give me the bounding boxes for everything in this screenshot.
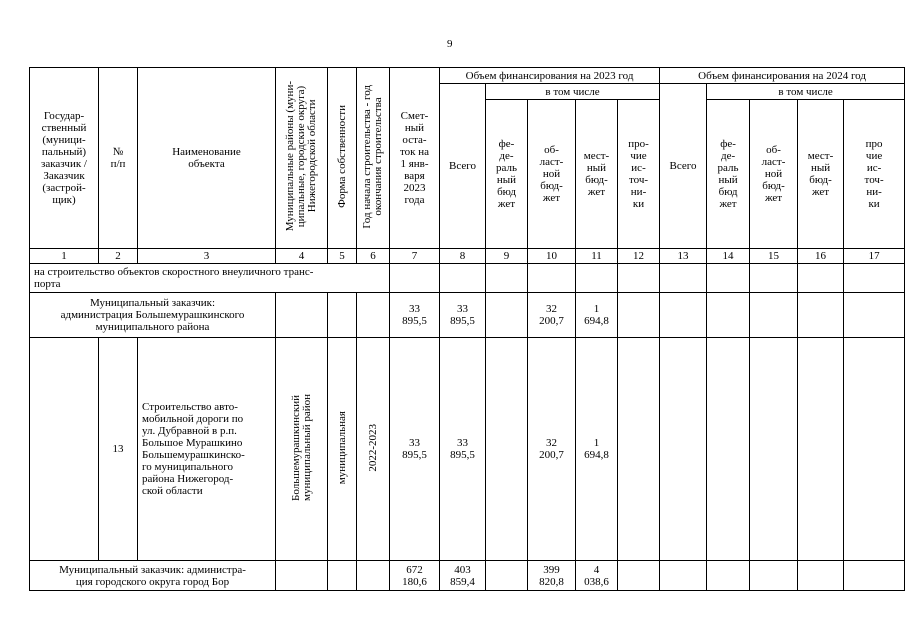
header-estimate: Смет- ный оста- ток на 1 янв- варя 2023 года — [390, 68, 440, 249]
col-number: 4 — [276, 249, 328, 264]
col-number: 14 — [707, 249, 750, 264]
col-number: 17 — [844, 249, 905, 264]
col-number: 6 — [357, 249, 390, 264]
customer-label: Муниципальный заказчик: администра- ция городского округа город Бор — [30, 561, 276, 591]
column-numbers-row — [30, 249, 905, 264]
header-years: Год начала строительства - год окончания строительства — [357, 68, 390, 249]
header-row-1 — [30, 68, 905, 84]
header-ownership: Форма собственности — [328, 68, 357, 249]
header-federal-2023: фе- де- раль ный бюд жет — [486, 100, 528, 249]
object-years: 2022-2023 — [357, 338, 390, 561]
header-local-2024: мест- ный бюд- жет — [798, 100, 844, 249]
local-2023-value: 1 694,8 — [576, 293, 618, 338]
local-2023-value: 4 038,6 — [576, 561, 618, 591]
local-2023-value: 1 694,8 — [576, 338, 618, 561]
object-row — [30, 338, 905, 561]
object-name: Строительство авто- мобильной дороги по ул. Дубравной в р.п. Большое Мурашкино Большемурашкинско- го муниципального района Нижегород- ской области — [138, 338, 276, 561]
col-number: 9 — [486, 249, 528, 264]
col-number: 3 — [138, 249, 276, 264]
col-number: 15 — [750, 249, 798, 264]
col-number: 2 — [99, 249, 138, 264]
header-total-2023: Всего — [440, 84, 486, 249]
header-other-2023: про- чие ис- точ- ни- ки — [618, 100, 660, 249]
estimate-value: 33 895,5 — [390, 293, 440, 338]
object-ownership: муниципальная — [328, 338, 357, 561]
header-other-2024: про чие ис- точ- ни- ки — [844, 100, 905, 249]
estimate-value: 33 895,5 — [390, 338, 440, 561]
customer-label: Муниципальный заказчик: администрация Большемурашкинского муниципального района — [30, 293, 276, 338]
header-object-name: Наименование объекта — [138, 68, 276, 249]
section-title: на строительство объектов скоростного внеуличного транс- порта — [30, 264, 390, 293]
object-number: 13 — [99, 338, 138, 561]
header-districts: Муниципальные районы (муни- ципальные, городские округа) Нижегородской области — [276, 68, 328, 249]
customer-row — [30, 561, 905, 591]
header-number: № п/п — [99, 68, 138, 249]
estimate-value: 672 180,6 — [390, 561, 440, 591]
col-number: 11 — [576, 249, 618, 264]
header-including-2023: в том числе — [486, 84, 660, 100]
header-regional-2023: об- ласт- ной бюд- жет — [528, 100, 576, 249]
regional-2023-value: 32 200,7 — [528, 293, 576, 338]
section-title-row — [30, 264, 905, 293]
header-including-2024: в том числе — [707, 84, 905, 100]
financing-table — [29, 67, 905, 591]
regional-2023-value: 399 820,8 — [528, 561, 576, 591]
header-customer: Государ- ственный (муници- пальный) заказчик / Заказчик (застрой- щик) — [30, 68, 99, 249]
col-number: 8 — [440, 249, 486, 264]
col-number: 7 — [390, 249, 440, 264]
header-total-2024: Всего — [660, 84, 707, 249]
customer-row — [30, 293, 905, 338]
header-financing-2023: Объем финансирования на 2023 год — [440, 68, 660, 84]
header-regional-2024: об- ласт- ной бюд- жет — [750, 100, 798, 249]
col-number: 13 — [660, 249, 707, 264]
page-number: 9 — [447, 38, 453, 50]
col-number: 16 — [798, 249, 844, 264]
header-financing-2024: Объем финансирования на 2024 год — [660, 68, 905, 84]
col-number: 1 — [30, 249, 99, 264]
total-2023-value: 33 895,5 — [440, 338, 486, 561]
object-district: Большемурашкинский муниципальный район — [276, 338, 328, 561]
total-2023-value: 403 859,4 — [440, 561, 486, 591]
regional-2023-value: 32 200,7 — [528, 338, 576, 561]
header-federal-2024: фе- де- раль ный бюд жет — [707, 100, 750, 249]
total-2023-value: 33 895,5 — [440, 293, 486, 338]
col-number: 5 — [328, 249, 357, 264]
col-number: 10 — [528, 249, 576, 264]
header-local-2023: мест- ный бюд- жет — [576, 100, 618, 249]
col-number: 12 — [618, 249, 660, 264]
